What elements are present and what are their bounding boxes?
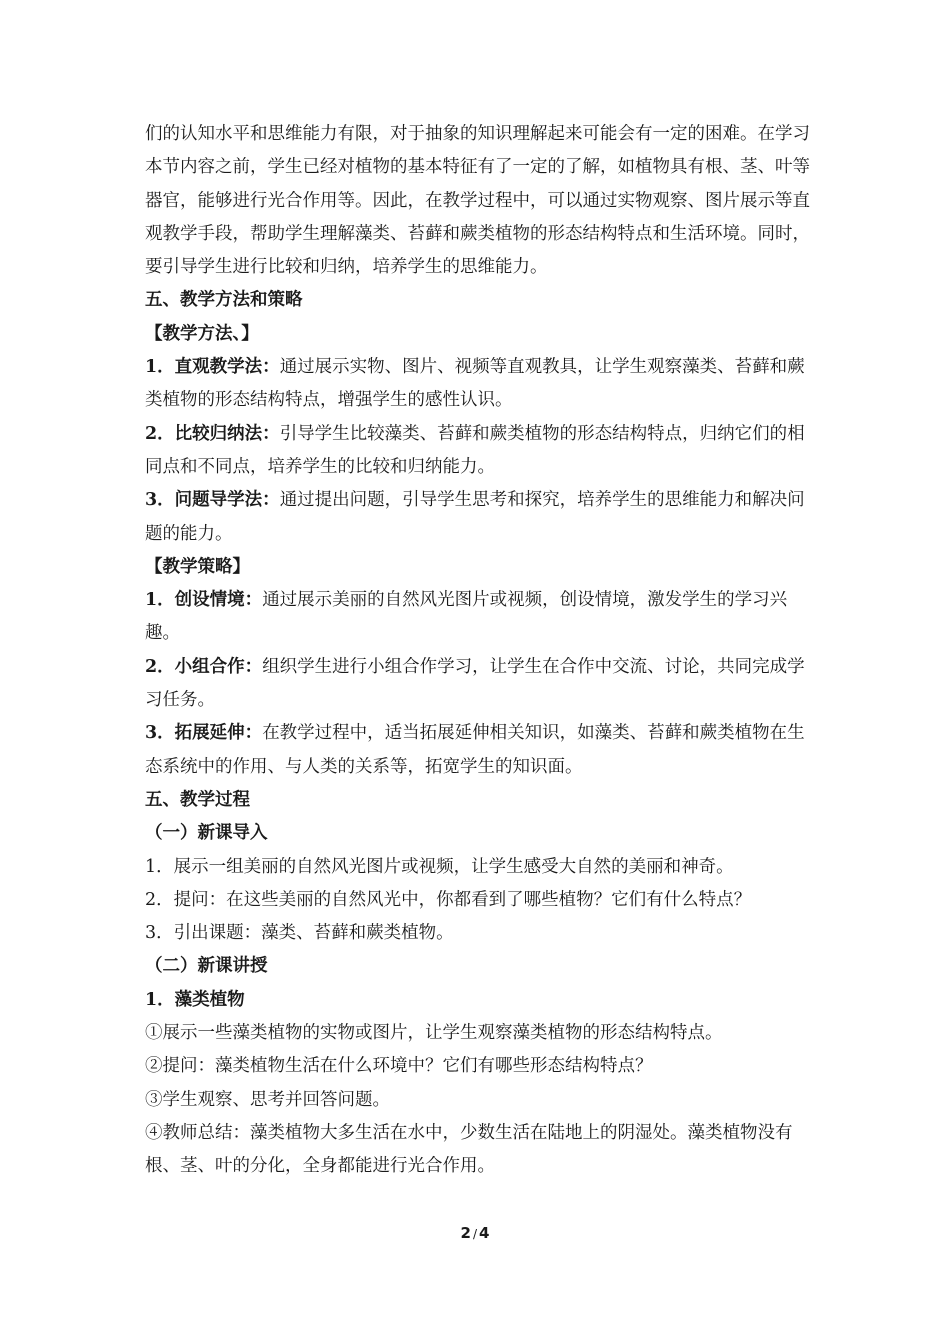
item-text: ①展示一些藻类植物的实物或图片，让学生观察藻类植物的形态结构特点。 xyxy=(145,1023,723,1044)
document-body xyxy=(145,118,810,1184)
item-text: 2．提问：在这些美丽的自然风光中，你都看到了哪些植物？它们有什么特点？ xyxy=(145,889,752,910)
list-item xyxy=(145,484,810,551)
paragraph-text: 们的认知水平和思维能力有限，对于抽象的知识理解起来可能会有一定的困难。在学习本节内容之前，学生已经对植物的基本特征有了一定的了解，如植物具有根、茎、叶等器官，能够进行光合作用等。因此，在教学过程中，可以通过实物观察、图片展示等直观教学手段，帮助学生理解藻类、苔藓和蕨类植物的形态结构特点和生活环境。同时，要引导学生进行比较和归纳，培养学生的思维能力。 xyxy=(145,124,810,278)
item-label: 3．拓展延伸： xyxy=(145,723,263,744)
subsection-heading xyxy=(145,984,810,1017)
subsection-heading xyxy=(145,817,810,850)
list-item xyxy=(145,351,810,418)
heading-text: （二）新课讲授 xyxy=(145,956,268,977)
section-heading xyxy=(145,784,810,817)
item-label: 2．小组合作： xyxy=(145,656,263,677)
item-text: 通过展示实物、图片、视频等直观教具，让学生观察藻类、苔藓和蕨类植物的形态结构特点，增强学生的感性认识。 xyxy=(145,357,805,411)
subsection-heading xyxy=(145,318,810,351)
item-label: 2．比较归纳法： xyxy=(145,423,280,444)
item-text: 引导学生比较藻类、苔藓和蕨类植物的形态结构特点，归纳它们的相同点和不同点，培养学生的比较和归纳能力。 xyxy=(145,423,805,477)
heading-text: （一）新课导入 xyxy=(145,823,268,844)
list-item xyxy=(145,651,810,718)
section-heading xyxy=(145,284,810,317)
list-item xyxy=(145,917,810,950)
item-text: 在教学过程中，适当拓展延伸相关知识，如藻类、苔藓和蕨类植物在生态系统中的作用、与人类的关系等，拓宽学生的知识面。 xyxy=(145,723,805,777)
page-current: 2 xyxy=(460,1224,471,1242)
list-item xyxy=(145,884,810,917)
list-item xyxy=(145,851,810,884)
list-item xyxy=(145,584,810,651)
list-item xyxy=(145,418,810,485)
item-text: 通过提出问题，引导学生思考和探究，培养学生的思维能力和解决问题的能力。 xyxy=(145,490,805,544)
heading-text: 五、教学过程 xyxy=(145,789,250,810)
heading-text: 【教学方法、】 xyxy=(145,323,259,344)
list-item xyxy=(145,717,810,784)
item-label: 3．问题导学法： xyxy=(145,490,280,511)
page-separator: / xyxy=(472,1227,478,1241)
item-label: 1．创设情境： xyxy=(145,590,263,611)
subsection-heading xyxy=(145,551,810,584)
item-label: 1．直观教学法： xyxy=(145,357,280,378)
heading-text: 五、教学方法和策略 xyxy=(145,290,303,311)
page-number xyxy=(0,1224,950,1242)
page-total: 4 xyxy=(479,1224,490,1242)
list-item xyxy=(145,1117,810,1184)
item-text: 通过展示美丽的自然风光图片或视频，创设情境，激发学生的学习兴趣。 xyxy=(145,590,788,644)
heading-text: 【教学策略】 xyxy=(145,556,250,577)
item-text: ③学生观察、思考并回答问题。 xyxy=(145,1089,390,1110)
item-text: 3．引出课题：藻类、苔藓和蕨类植物。 xyxy=(145,923,454,944)
item-text: 组织学生进行小组合作学习，让学生在合作中交流、讨论，共同完成学习任务。 xyxy=(145,656,805,711)
subsection-heading xyxy=(145,950,810,983)
item-text: ②提问：藻类植物生活在什么环境中？它们有哪些形态结构特点？ xyxy=(145,1056,653,1077)
item-text: ④教师总结：藻类植物大多生活在水中，少数生活在陆地上的阴湿处。藻类植物没有根、茎、叶的分化，全身都能进行光合作用。 xyxy=(145,1122,793,1177)
paragraph xyxy=(145,118,810,284)
list-item xyxy=(145,1050,810,1083)
heading-text: 1．藻类植物 xyxy=(145,989,245,1010)
list-item xyxy=(145,1084,810,1117)
list-item xyxy=(145,1017,810,1050)
item-text: 1．展示一组美丽的自然风光图片或视频，让学生感受大自然的美丽和神奇。 xyxy=(145,856,734,877)
